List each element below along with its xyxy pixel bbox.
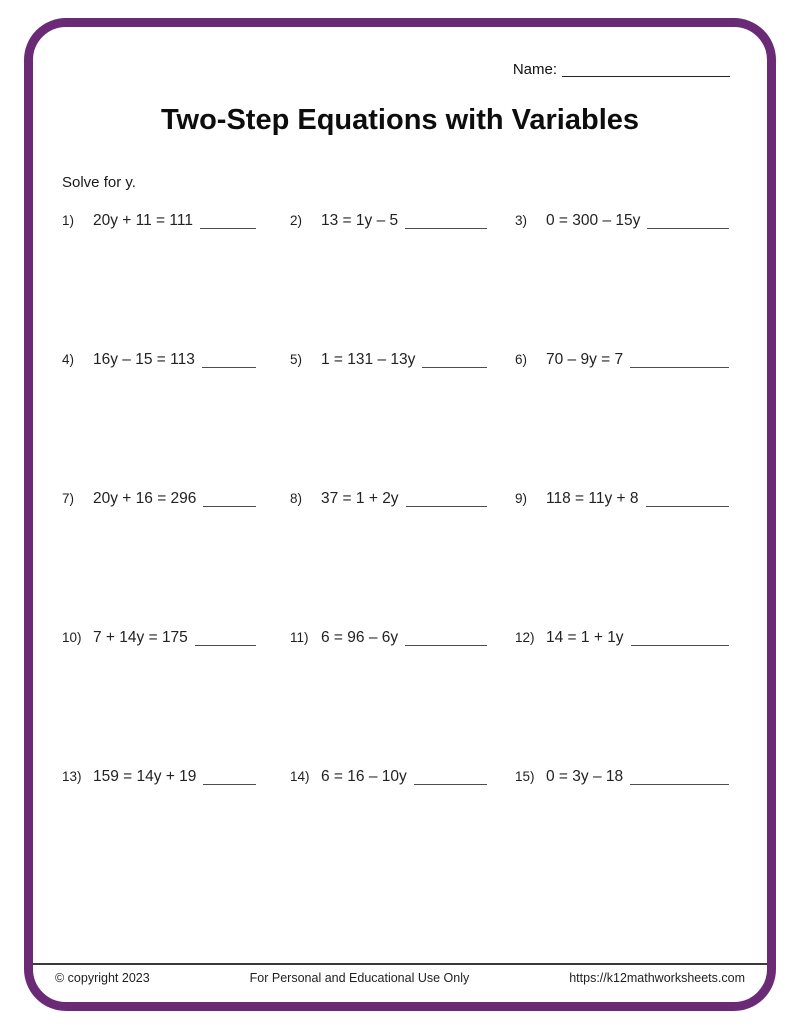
- problem-item: [290, 766, 515, 792]
- name-blank-line: [562, 63, 730, 77]
- problem-equation: 16y – 15 = 113: [93, 351, 195, 368]
- problem-number: 3): [515, 213, 528, 228]
- problem-item: [62, 210, 290, 236]
- problem-equation: 20y + 16 = 296: [93, 490, 197, 507]
- problem-number: 5): [290, 352, 303, 367]
- worksheet-title: Two-Step Equations with Variables: [160, 104, 640, 136]
- answer-blank-line: [630, 353, 729, 368]
- answer-blank-line: [195, 631, 256, 646]
- answer-blank-line: [630, 770, 729, 785]
- problem-item: [62, 627, 290, 653]
- problem-item: [515, 488, 745, 514]
- problem-item: [62, 766, 290, 792]
- problem-number: 11): [290, 630, 309, 645]
- problem-equation: 7 + 14y = 175: [93, 629, 188, 646]
- problem-number: 1): [62, 213, 75, 228]
- problem-number: 12): [515, 630, 535, 645]
- answer-blank-line: [414, 770, 487, 785]
- footer-copyright: © copyright 2023: [55, 971, 150, 985]
- problem-number: 7): [62, 491, 75, 506]
- problem-item: [515, 766, 745, 792]
- problem-equation: 1 = 131 – 13y: [321, 351, 416, 368]
- answer-blank-line: [647, 214, 729, 229]
- problem-equation: 118 = 11y + 8: [546, 490, 639, 507]
- problem-item: [290, 627, 515, 653]
- name-row: [513, 60, 730, 78]
- problems-grid: [62, 210, 745, 905]
- problem-item: [290, 488, 515, 514]
- problem-item: [290, 349, 515, 375]
- problem-item: [515, 627, 745, 653]
- problem-item: [515, 210, 745, 236]
- answer-blank-line: [203, 492, 256, 507]
- problem-equation: 70 – 9y = 7: [546, 351, 624, 368]
- problem-equation: 0 = 300 – 15y: [546, 212, 641, 229]
- answer-blank-line: [406, 492, 487, 507]
- problem-number: 4): [62, 352, 75, 367]
- problem-number: 9): [515, 491, 528, 506]
- problem-equation: 14 = 1 + 1y: [546, 629, 624, 646]
- problem-equation: 0 = 3y – 18: [546, 768, 624, 785]
- problem-number: 2): [290, 213, 303, 228]
- answer-blank-line: [202, 353, 256, 368]
- problem-item: [515, 349, 745, 375]
- answer-blank-line: [405, 214, 487, 229]
- problem-item: [62, 349, 290, 375]
- answer-blank-line: [422, 353, 487, 368]
- problem-item: [290, 210, 515, 236]
- footer: [33, 963, 767, 985]
- problem-number: 8): [290, 491, 303, 506]
- problem-item: [62, 488, 290, 514]
- footer-usage: For Personal and Educational Use Only: [249, 971, 470, 985]
- problem-equation: 20y + 11 = 111: [93, 212, 193, 229]
- footer-url: https://k12mathworksheets.com: [569, 971, 745, 985]
- answer-blank-line: [200, 214, 256, 229]
- problem-number: 13): [62, 769, 82, 784]
- problem-equation: 159 = 14y + 19: [93, 768, 197, 785]
- problem-number: 6): [515, 352, 528, 367]
- answer-blank-line: [631, 631, 729, 646]
- problem-equation: 37 = 1 + 2y: [321, 490, 399, 507]
- problem-number: 10): [62, 630, 82, 645]
- name-label: Name:: [512, 61, 557, 78]
- problem-equation: 6 = 16 – 10y: [321, 768, 407, 785]
- answer-blank-line: [405, 631, 487, 646]
- instructions-text: Solve for y.: [62, 174, 136, 191]
- answer-blank-line: [203, 770, 256, 785]
- answer-blank-line: [646, 492, 729, 507]
- problem-number: 14): [290, 769, 310, 784]
- problem-equation: 6 = 96 – 6y: [321, 629, 399, 646]
- problem-equation: 13 = 1y – 5: [321, 212, 399, 229]
- problem-number: 15): [515, 769, 535, 784]
